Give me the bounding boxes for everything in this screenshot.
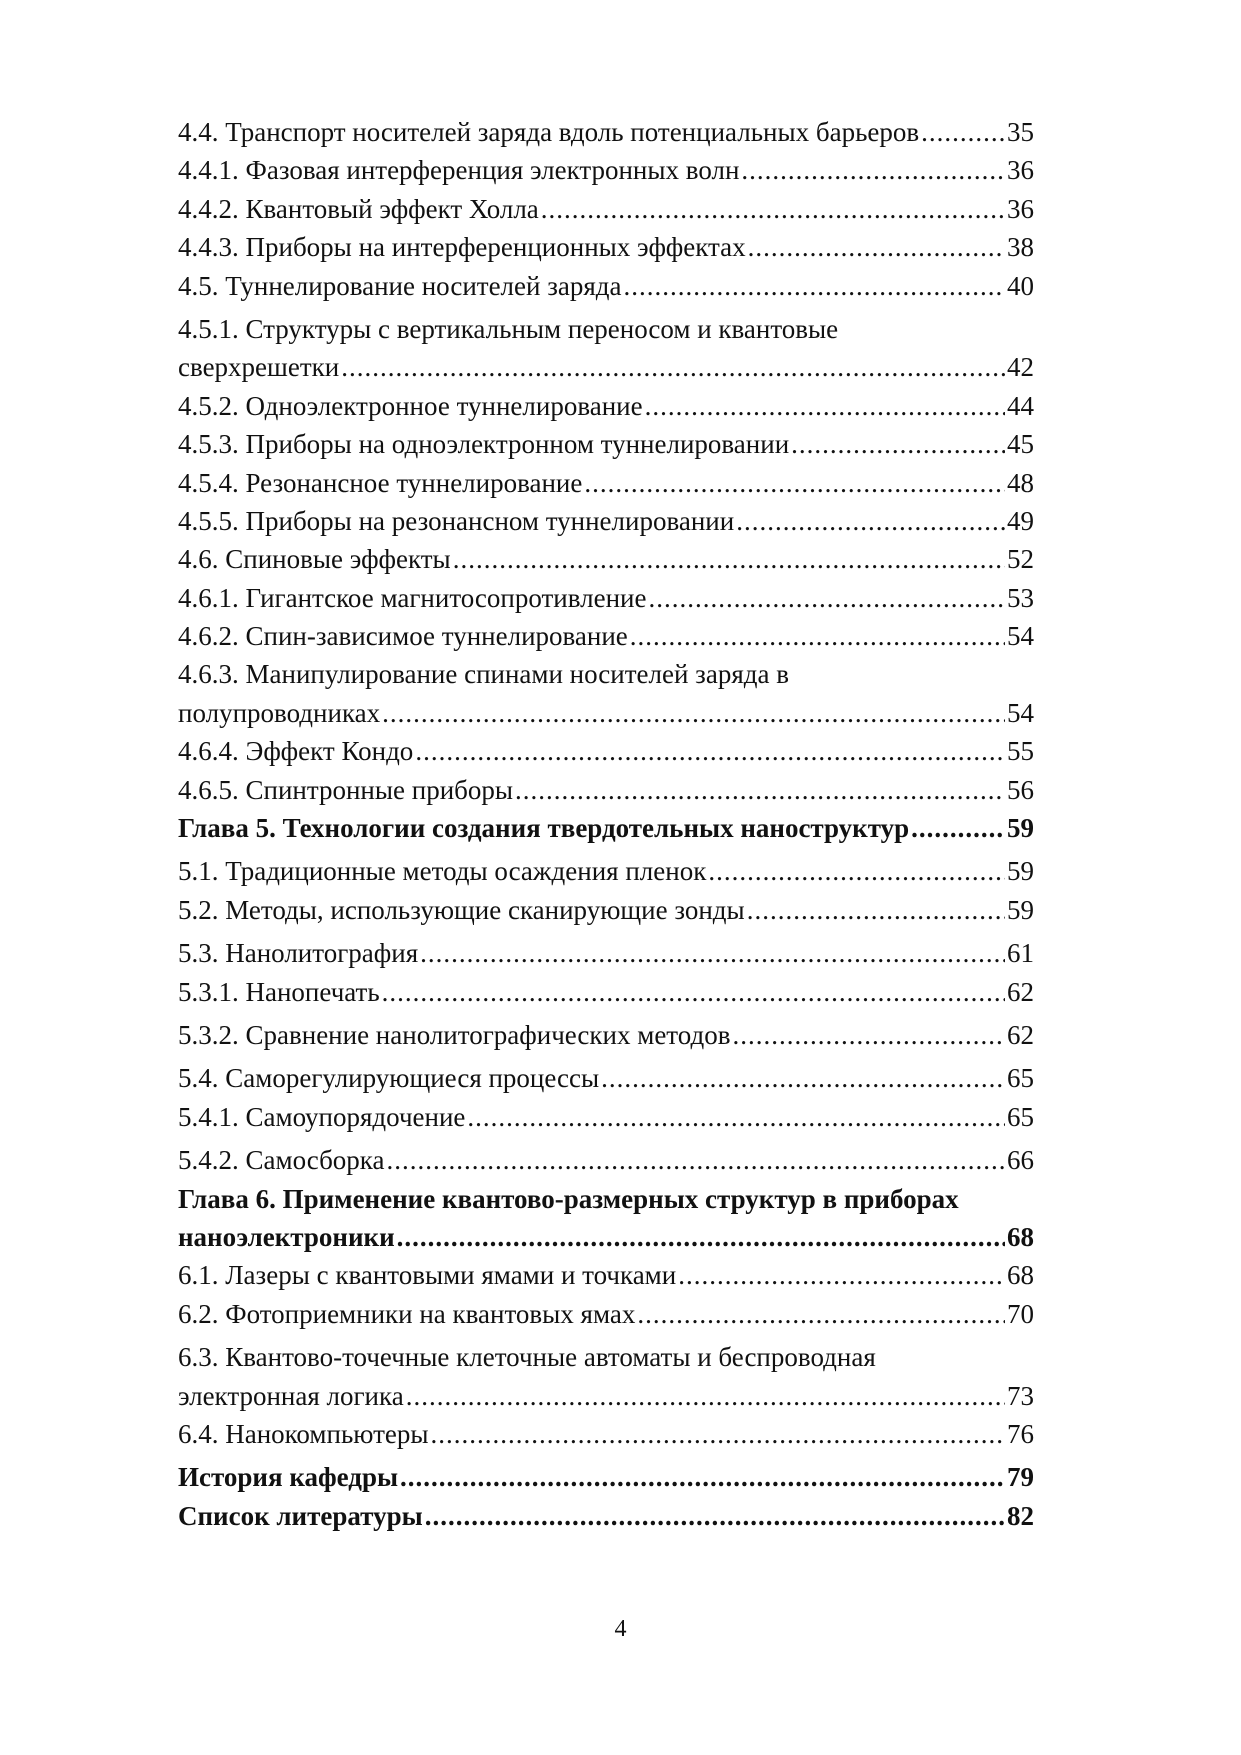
- toc-entry-title: 5.3.2. Сравнение нанолитографических методов: [178, 1019, 731, 1050]
- toc-chapter-entry: [178, 1458, 1034, 1496]
- dot-leader: [791, 425, 1005, 463]
- toc-entry-title: электронная логика: [178, 1380, 404, 1411]
- toc-entry-page: 40: [1007, 270, 1034, 301]
- toc-chapter-entry-multiline: [178, 1180, 1034, 1257]
- dot-leader: [601, 1059, 1005, 1097]
- toc-entry-title: полупроводниках: [178, 697, 381, 728]
- dot-leader: [341, 348, 1005, 386]
- toc-entry: [178, 1016, 1034, 1054]
- toc-entry-page: 54: [1007, 621, 1034, 652]
- toc-entry: [178, 1377, 1034, 1415]
- dot-leader: [624, 267, 1006, 305]
- dot-leader: [630, 617, 1005, 655]
- toc-entry-title-line1: Глава 6. Применение квантово-размерных структур в приборах: [178, 1183, 959, 1214]
- toc-entry-title: 4.6.1. Гигантское магнитосопротивление: [178, 582, 647, 613]
- toc-entry: [178, 1141, 1034, 1179]
- toc-entry: [178, 732, 1034, 770]
- toc-entry-title: 5.4.1. Самоупорядочение: [178, 1101, 466, 1132]
- dot-leader: [420, 934, 1005, 972]
- toc-entry-title: 5.3.1. Нанопечать: [178, 976, 380, 1007]
- toc-entry-page: 55: [1007, 736, 1034, 767]
- dot-leader: [425, 1497, 1005, 1535]
- dot-leader: [584, 464, 1005, 502]
- toc-entry-page: 36: [1007, 155, 1034, 186]
- toc-entry-title: 5.2. Методы, использующие сканирующие зонды: [178, 894, 745, 925]
- toc-entry-page: 42: [1007, 352, 1034, 383]
- dot-leader: [732, 1016, 1005, 1054]
- toc-chapter-entry: [178, 809, 1034, 847]
- dot-leader: [748, 228, 1005, 266]
- toc-entry-title: 4.5.4. Резонансное туннелирование: [178, 467, 583, 498]
- toc-entry-title: 4.5.2. Одноэлектронное туннелирование: [178, 390, 643, 421]
- toc-entry: [178, 348, 1034, 386]
- toc-entry-page: 44: [1007, 390, 1034, 421]
- toc-entry: [178, 190, 1034, 228]
- toc-entry-page: 66: [1007, 1145, 1034, 1176]
- toc-entry: [178, 228, 1034, 266]
- toc-entry: [178, 502, 1034, 540]
- dot-leader: [453, 540, 1005, 578]
- toc-entry: [178, 1295, 1034, 1333]
- toc-entry: [178, 113, 1034, 151]
- toc-entry-page: 52: [1007, 544, 1034, 575]
- toc-entry-title: 4.6.2. Спин-зависимое туннелирование: [178, 621, 628, 652]
- toc-entry-title-line1: 4.6.3. Манипулирование спинами носителей заряда в: [178, 659, 789, 690]
- dot-leader: [467, 1098, 1005, 1136]
- toc-entry-title: 6.2. Фотоприемники на квантовых ямах: [178, 1298, 636, 1329]
- toc-entry: [178, 579, 1034, 617]
- toc-entry-page: 70: [1007, 1298, 1034, 1329]
- dot-leader: [541, 190, 1005, 228]
- toc-entry-page: 65: [1007, 1101, 1034, 1132]
- toc-entry-page: 62: [1007, 976, 1034, 1007]
- page-number: 4: [614, 1616, 627, 1642]
- toc-entry-title: 4.4.2. Квантовый эффект Холла: [178, 193, 539, 224]
- toc-chapter-entry: [178, 1218, 1034, 1256]
- dot-leader: [382, 694, 1005, 732]
- toc-entry-title: 4.5.3. Приборы на одноэлектронном туннелировании: [178, 429, 790, 460]
- dot-leader: [382, 973, 1005, 1011]
- toc-entry-page: 79: [1007, 1462, 1034, 1493]
- toc-entry-page: 35: [1007, 117, 1034, 147]
- toc-entry-page: 68: [1007, 1260, 1034, 1291]
- toc-chapter-entry: [178, 1497, 1034, 1535]
- toc-entry: [178, 425, 1034, 463]
- toc-entry-title: 4.4.1. Фазовая интерференция электронных волн: [178, 155, 740, 186]
- toc-entry-multiline: [178, 1338, 1034, 1415]
- toc-entry: [178, 694, 1034, 732]
- dot-leader: [397, 1218, 1005, 1256]
- dot-leader: [645, 387, 1005, 425]
- toc-entry: [178, 1415, 1034, 1453]
- toc-entry: [178, 934, 1034, 972]
- toc-entry-page: 68: [1007, 1221, 1034, 1252]
- toc-entry-page: 49: [1007, 505, 1034, 536]
- toc-entry-page: 53: [1007, 582, 1034, 613]
- toc-entry-title: 4.6. Спиновые эффекты: [178, 544, 451, 575]
- dot-leader: [431, 1415, 1005, 1453]
- toc-entry-title: наноэлектроники: [178, 1221, 395, 1252]
- toc-entry-page: 62: [1007, 1019, 1034, 1050]
- toc-entry: [178, 891, 1034, 929]
- dot-leader: [515, 771, 1005, 809]
- toc-entry-title: Глава 5. Технологии создания твердотельных наноструктур: [178, 813, 910, 844]
- toc-entry-title: 4.6.5. Спинтронные приборы: [178, 774, 514, 805]
- dot-leader: [736, 502, 1005, 540]
- toc-entry-page: 59: [1007, 894, 1034, 925]
- dot-leader: [637, 1295, 1005, 1333]
- toc-entry: [178, 852, 1034, 890]
- toc-entry: [178, 540, 1034, 578]
- toc-entry: [178, 1256, 1034, 1294]
- toc-entry-page: 36: [1007, 193, 1034, 224]
- toc-entry-page: 48: [1007, 467, 1034, 498]
- toc-entry-multiline: [178, 655, 1034, 732]
- dot-leader: [387, 1141, 1006, 1179]
- dot-leader: [415, 732, 1005, 770]
- toc-entry: [178, 1059, 1034, 1097]
- dot-leader: [708, 852, 1005, 890]
- toc-entry: [178, 151, 1034, 189]
- toc-entry-page: 56: [1007, 774, 1034, 805]
- toc-entry-page: 45: [1007, 429, 1034, 460]
- toc-entry-page: 76: [1007, 1418, 1034, 1449]
- dot-leader: [400, 1458, 1005, 1496]
- dot-leader: [741, 151, 1005, 189]
- toc-entry-title: 4.4.3. Приборы на интерференционных эффектах: [178, 232, 746, 263]
- toc-entry-multiline: [178, 310, 1034, 387]
- toc-entry-title: 4.5.5. Приборы на резонансном туннелировании: [178, 505, 735, 536]
- toc-entry-title: 5.4.2. Самосборка: [178, 1145, 385, 1176]
- toc-entry: [178, 771, 1034, 809]
- toc-entry-title: сверхрешетки: [178, 352, 340, 383]
- toc-entry-title: 4.5. Туннелирование носителей заряда: [178, 270, 622, 301]
- toc-entry-title: Список литературы: [178, 1500, 423, 1531]
- toc-entry-title: 6.4. Нанокомпьютеры: [178, 1418, 429, 1449]
- toc-entry-page: 38: [1007, 232, 1034, 263]
- toc-entry-title: 5.1. Традиционные методы осаждения пленок: [178, 856, 707, 887]
- toc-entry-title: 5.4. Саморегулирующиеся процессы: [178, 1063, 600, 1094]
- toc-entry: [178, 387, 1034, 425]
- toc-entry-title-line1: 6.3. Квантово-точечные клеточные автоматы и беспроводная: [178, 1342, 876, 1373]
- dot-leader: [747, 891, 1005, 929]
- dot-leader: [649, 579, 1006, 617]
- toc-entry-title: История кафедры: [178, 1462, 399, 1493]
- toc-entry-page: 59: [1007, 856, 1034, 887]
- toc-entry-page: 59: [1007, 813, 1034, 844]
- dot-leader: [921, 113, 1005, 151]
- toc-entry-title: 4.4. Транспорт носителей заряда вдоль потенциальных барьеров: [178, 117, 920, 147]
- toc-entry: [178, 1098, 1034, 1136]
- toc-entry: [178, 267, 1034, 305]
- toc-entry-page: 73: [1007, 1380, 1034, 1411]
- dot-leader: [406, 1377, 1005, 1415]
- dot-leader: [911, 809, 1005, 847]
- toc-entry-page: 61: [1007, 938, 1034, 969]
- toc-entry: [178, 464, 1034, 502]
- toc-entry-page: 54: [1007, 697, 1034, 728]
- toc-entry-title: 5.3. Нанолитография: [178, 938, 419, 969]
- toc-entry-title: 6.1. Лазеры с квантовыми ямами и точками: [178, 1260, 677, 1291]
- toc-entry: [178, 973, 1034, 1011]
- toc-entry-page: 65: [1007, 1063, 1034, 1094]
- toc-entry-title: 4.6.4. Эффект Кондо: [178, 736, 414, 767]
- dot-leader: [678, 1256, 1005, 1294]
- table-of-contents: [178, 113, 1034, 1535]
- toc-entry-title-line1: 4.5.1. Структуры с вертикальным переносом и квантовые: [178, 313, 839, 344]
- toc-entry-page: 82: [1007, 1500, 1034, 1531]
- toc-entry: [178, 617, 1034, 655]
